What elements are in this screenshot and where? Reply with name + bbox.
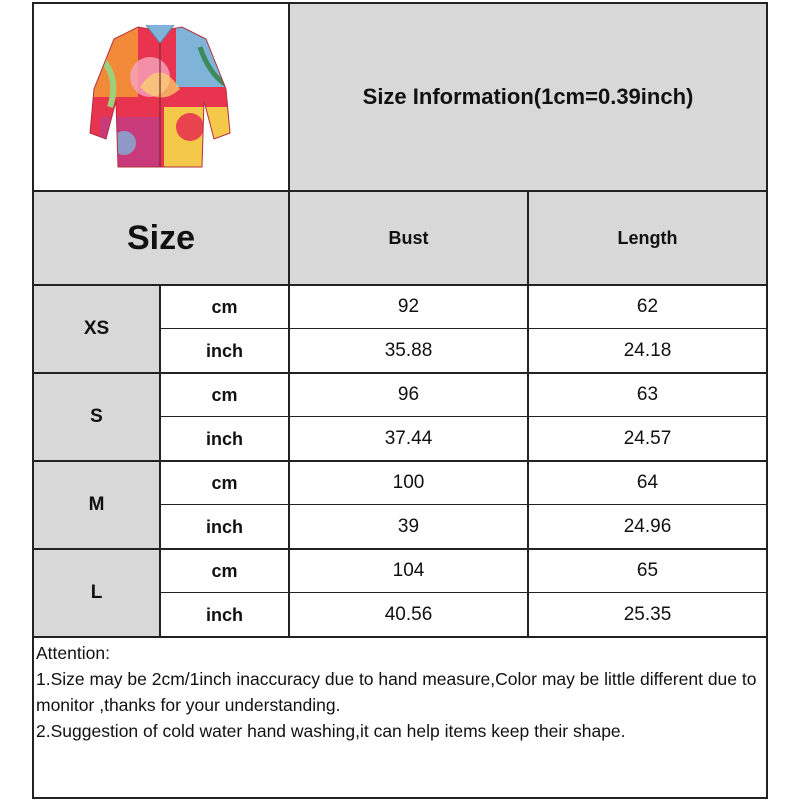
length-header: Length — [617, 227, 678, 248]
bust-value: 40.56 — [384, 604, 433, 625]
size-header: Size — [126, 218, 196, 257]
bust-header-cell — [289, 191, 528, 285]
unit-cell — [160, 373, 289, 417]
bust-value: 37.44 — [384, 428, 433, 449]
bust-cell — [289, 461, 528, 505]
length-value: 65 — [636, 560, 659, 581]
size-label: XS — [83, 318, 110, 339]
bust-cell — [289, 285, 528, 329]
bust-cell — [289, 373, 528, 417]
size-cell-xs — [33, 285, 160, 373]
unit-label: inch — [205, 428, 243, 449]
unit-label: cm — [211, 560, 238, 581]
length-value: 62 — [636, 296, 659, 317]
unit-label: inch — [205, 340, 243, 361]
unit-label: inch — [205, 604, 243, 625]
unit-cell — [160, 461, 289, 505]
bust-value: 96 — [397, 384, 420, 405]
bust-cell — [289, 549, 528, 593]
unit-cell — [160, 593, 289, 637]
unit-cell — [160, 549, 289, 593]
size-cell-l — [33, 549, 160, 637]
length-cell — [528, 329, 767, 373]
length-cell — [528, 593, 767, 637]
bust-value: 92 — [397, 296, 420, 317]
unit-cell — [160, 505, 289, 549]
unit-label: cm — [211, 472, 238, 493]
unit-label: cm — [211, 384, 238, 405]
length-cell — [528, 461, 767, 505]
length-cell — [528, 373, 767, 417]
notes-line-1: 1.Size may be 2cm/1inch inaccuracy due to hand measure,Color may be little different due to monitor ,thanks for your understanding. — [36, 669, 757, 715]
size-label: M — [88, 494, 105, 515]
length-cell — [528, 417, 767, 461]
bust-value: 39 — [397, 516, 420, 537]
length-value: 24.18 — [623, 340, 672, 361]
length-value: 24.57 — [623, 428, 672, 449]
length-value: 63 — [636, 384, 659, 405]
size-header-cell — [33, 191, 289, 285]
unit-cell — [160, 417, 289, 461]
bust-value: 104 — [392, 560, 425, 581]
unit-label: inch — [205, 516, 243, 537]
length-header-cell — [528, 191, 767, 285]
product-image — [62, 6, 258, 188]
page-title: Size Information(1cm=0.39inch) — [362, 84, 694, 109]
unit-cell — [160, 285, 289, 329]
bust-value: 35.88 — [384, 340, 433, 361]
size-cell-m — [33, 461, 160, 549]
size-cell-s — [33, 373, 160, 461]
length-cell — [528, 505, 767, 549]
floral-shirt-icon — [80, 17, 240, 177]
attention-notes — [36, 640, 766, 744]
bust-cell — [289, 329, 528, 373]
unit-cell — [160, 329, 289, 373]
notes-line-2: 2.Suggestion of cold water hand washing,it can help items keep their shape. — [36, 721, 626, 741]
length-value: 25.35 — [623, 604, 672, 625]
length-cell — [528, 285, 767, 329]
unit-label: cm — [211, 296, 238, 317]
bust-header: Bust — [388, 227, 429, 248]
notes-heading: Attention: — [36, 643, 110, 663]
bust-value: 100 — [392, 472, 425, 493]
length-value: 24.96 — [623, 516, 672, 537]
size-label: S — [90, 406, 103, 427]
length-value: 64 — [636, 472, 659, 493]
title-cell — [289, 3, 767, 191]
length-cell — [528, 549, 767, 593]
size-label: L — [90, 582, 103, 603]
bust-cell — [289, 417, 528, 461]
bust-cell — [289, 505, 528, 549]
bust-cell — [289, 593, 528, 637]
